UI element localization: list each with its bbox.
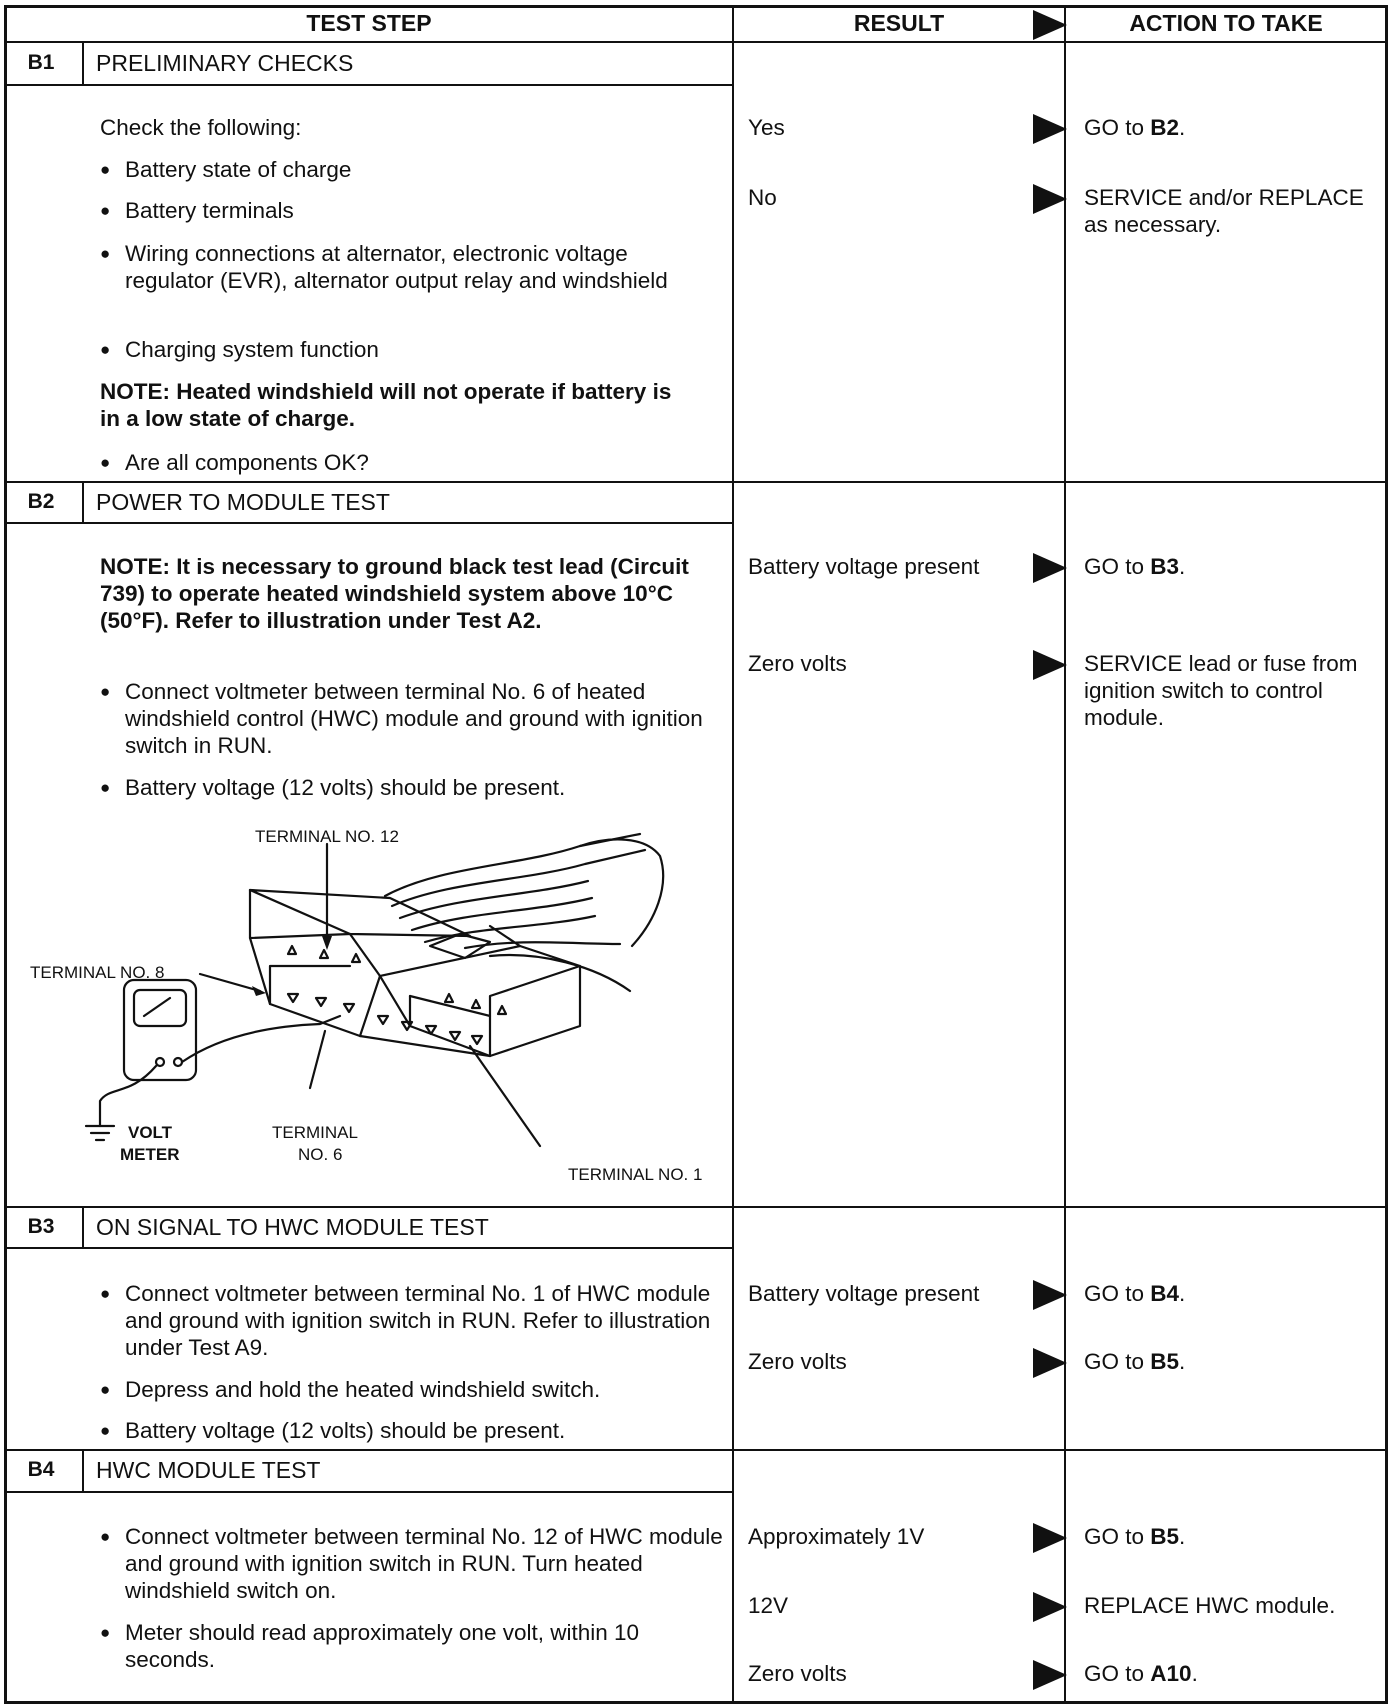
header-arrow-icon bbox=[1033, 10, 1067, 40]
b4-result-1v: Approximately 1V bbox=[748, 1524, 925, 1549]
b2-bullet-2: ● Battery voltage (12 volts) should be present. bbox=[100, 774, 730, 801]
b2-result-zero: Zero volts bbox=[748, 651, 847, 676]
fig-label-terminal-8: TERMINAL NO. 8 bbox=[30, 963, 165, 982]
id-divider-b4 bbox=[82, 1449, 84, 1491]
b4-12v-arrow-icon bbox=[1033, 1592, 1067, 1622]
step-id-b3: B3 bbox=[27, 1215, 55, 1238]
id-divider-b1 bbox=[82, 41, 84, 84]
b4-action-1v: GO to B5. bbox=[1084, 1524, 1186, 1549]
fig-label-terminal-6b: NO. 6 bbox=[298, 1145, 343, 1164]
step-title-b2: POWER TO MODULE TEST bbox=[96, 488, 390, 515]
b2-battery-arrow-icon bbox=[1033, 553, 1067, 583]
b4-action-12v: REPLACE HWC module. bbox=[1084, 1593, 1336, 1618]
step-id-b4: B4 bbox=[27, 1458, 55, 1481]
b4-bullet-2: ● Meter should read approximately one volt, within 10 seconds. bbox=[100, 1619, 730, 1673]
b4-zero-arrow-icon bbox=[1033, 1660, 1067, 1690]
b3-bullet-1: ● Connect voltmeter between terminal No. 1 of HWC module and ground with ignition switch in RUN. Refer to illustration under Test A9. bbox=[100, 1280, 720, 1361]
b1-result-no: No bbox=[748, 185, 777, 210]
title-underline-b4 bbox=[4, 1491, 733, 1493]
title-underline-b3 bbox=[4, 1247, 733, 1249]
b1-note: NOTE: Heated windshield will not operate if battery is in a low state of charge. bbox=[100, 379, 672, 431]
b2-action-battery: GO to B3. bbox=[1084, 554, 1186, 579]
b1-no-arrow-icon bbox=[1033, 184, 1067, 214]
b2-result-battery: Battery voltage present bbox=[748, 554, 980, 579]
b3-action-zero: GO to B5. bbox=[1084, 1349, 1186, 1374]
b3-bullet-2: ● Depress and hold the heated windshield switch. bbox=[100, 1376, 730, 1403]
step-title-b4: HWC MODULE TEST bbox=[96, 1456, 321, 1483]
b1-bullet-3: ● Wiring connections at alternator, electronic voltage regulator (EVR), alternator output relay and windshield bbox=[100, 240, 720, 294]
b4-action-zero: GO to A10. bbox=[1084, 1661, 1198, 1686]
b2-note: NOTE: It is necessary to ground black test lead (Circuit 739) to operate heated windshield system above 10°C (50°F). Refer to illustration under Test A2. bbox=[100, 554, 689, 633]
b1-bullet-2: ● Battery terminals bbox=[100, 197, 700, 224]
header-result: RESULT bbox=[853, 9, 945, 36]
step-id-b1: B1 bbox=[27, 51, 55, 74]
b3-bullet-3: ● Battery voltage (12 volts) should be present. bbox=[100, 1417, 730, 1444]
id-divider-b3 bbox=[82, 1206, 84, 1247]
fig-label-volt: VOLT bbox=[128, 1123, 173, 1142]
title-underline-b2 bbox=[4, 522, 733, 524]
fig-label-meter: METER bbox=[120, 1145, 180, 1164]
b2-zero-arrow-icon bbox=[1033, 650, 1067, 680]
b2-bullet-1: ● Connect voltmeter between terminal No. 6 of heated windshield control (HWC) module and ground with ignition switch in RUN. bbox=[100, 678, 730, 759]
b4-result-12v: 12V bbox=[748, 1593, 789, 1618]
b4-bullet-1: ● Connect voltmeter between terminal No. 12 of HWC module and ground with ignition switch in RUN. Turn heated windshield switch on. bbox=[100, 1523, 730, 1604]
step-title-b3: ON SIGNAL TO HWC MODULE TEST bbox=[96, 1213, 489, 1240]
b3-action-battery: GO to B4. bbox=[1084, 1281, 1186, 1306]
step-id-b2: B2 bbox=[27, 490, 55, 513]
b1-result-yes: Yes bbox=[748, 115, 785, 140]
b1-action-yes: GO to B2. bbox=[1084, 115, 1186, 140]
b2-action-zero: SERVICE lead or fuse from ignition switch to control module. bbox=[1084, 651, 1358, 730]
title-underline-b1 bbox=[4, 84, 733, 86]
id-divider-b2 bbox=[82, 481, 84, 522]
b4-result-zero: Zero volts bbox=[748, 1661, 847, 1686]
fig-label-terminal-6a: TERMINAL bbox=[272, 1123, 358, 1142]
b1-bullet-5: ● Are all components OK? bbox=[100, 449, 700, 476]
fig-label-terminal-12: TERMINAL NO. 12 bbox=[255, 827, 399, 846]
wire-1 bbox=[385, 834, 640, 896]
b3-battery-arrow-icon bbox=[1033, 1280, 1067, 1310]
b1-yes-arrow-icon bbox=[1033, 114, 1067, 144]
header-test-step: TEST STEP bbox=[306, 9, 432, 36]
header-action: ACTION TO TAKE bbox=[1129, 9, 1323, 36]
b4-1v-arrow-icon bbox=[1033, 1523, 1067, 1553]
b3-result-battery: Battery voltage present bbox=[748, 1281, 980, 1306]
connector-illustration bbox=[20, 826, 740, 1196]
fig-label-terminal-1: TERMINAL NO. 1 bbox=[568, 1165, 703, 1184]
b3-result-zero: Zero volts bbox=[748, 1349, 847, 1374]
b1-intro: Check the following: bbox=[100, 115, 302, 140]
step-title-b1: PRELIMINARY CHECKS bbox=[96, 49, 354, 76]
b1-action-no: SERVICE and/or REPLACE as necessary. bbox=[1084, 185, 1364, 237]
b1-bullet-1: ● Battery state of charge bbox=[100, 156, 700, 183]
b3-zero-arrow-icon bbox=[1033, 1348, 1067, 1378]
b1-bullet-4: ● Charging system function bbox=[100, 336, 700, 363]
